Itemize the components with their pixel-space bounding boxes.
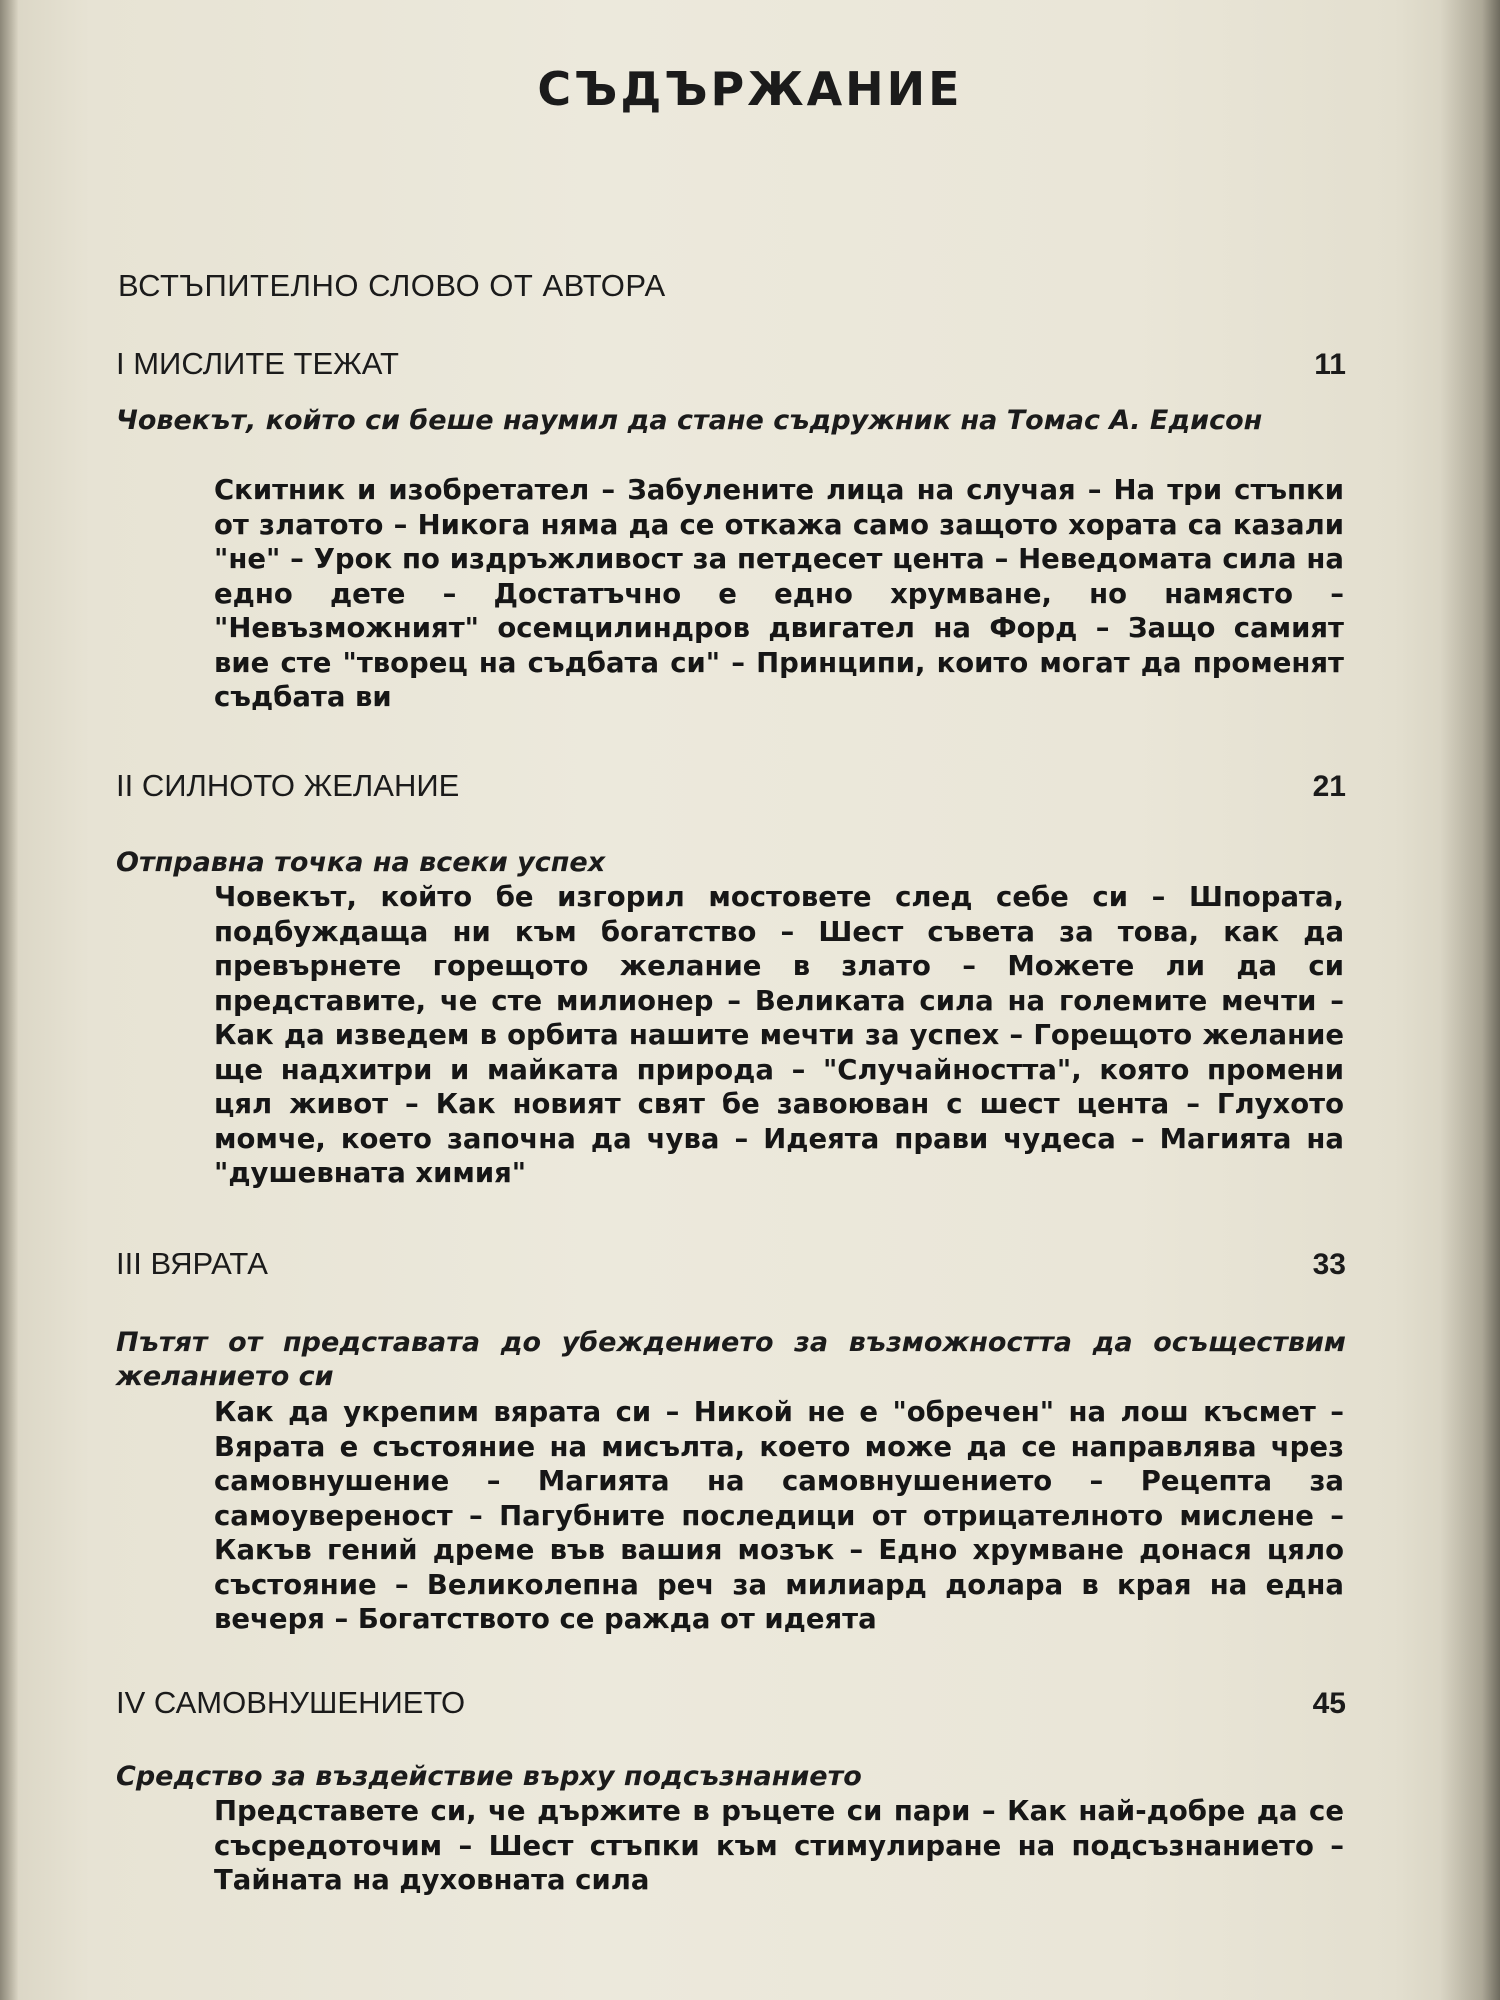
chapter-2-subtitle: Отправна точка на всеки успех (116, 847, 606, 878)
chapter-4-title: IV САМОВНУШЕНИЕТО (116, 1685, 466, 1720)
chapter-4-page-number: 45 (1312, 1687, 1346, 1720)
intro-entry: ВСТЪПИТЕЛНО СЛОВО ОТ АВТОРА (118, 268, 666, 303)
chapter-3-subtitle: Пътят от представата до убеждението за възможността да осъществим желанието си (116, 1327, 1346, 1392)
chapter-1-page-number: 11 (1314, 348, 1346, 381)
chapter-4-topics: Представете си, че държите в ръцете си пари – Как най-добре да се съсредоточим – Шест стъпки към стимулиране на подсъзнанието – Тайната на духовната сила (214, 1795, 1344, 1896)
chapter-1-heading-row (116, 346, 1346, 382)
page-title: СЪДЪРЖАНИЕ (537, 62, 963, 116)
chapter-2-topics: Човекът, който бе изгорил мостовете след себе си – Шпората, подбуждаща ни към богатство – Шест съвета за това, как да превърнете горещото желание в злато – Можете ли да си представите, че сте милионер – Великата сила на големите мечти – Как да изведем в орбита нашите мечти за успех – Горещото желание ще надхитри и майката природа – "Случайността", която промени цял живот – Как новият свят бе завоюван с шест цента – Глухото момче, което започна да чува – Идеята прави чудеса – Магията на "душевната химия" (214, 881, 1344, 1189)
chapter-2-page-number: 21 (1312, 770, 1346, 803)
page-curl-shadow (1440, 0, 1500, 2000)
chapter-1-topics: Скитник и изобретател – Забулените лица на случая – На три стъпки от златото – Никога няма да се откажа само защото хората са казали "не" – Урок по издръжливост за петдесет цента – Неведомата сила на едно дете – Достатъчно е едно хрумване, но намясто – "Невъзможният" осемцилиндров двигател на Форд – Защо самият вие сте "творец на съдбата си" – Принципи, които могат да променят съдбата ви (214, 474, 1344, 713)
chapter-3-title: III ВЯРАТА (116, 1246, 268, 1281)
chapter-4-heading-row (116, 1685, 1346, 1721)
chapter-2-title: II СИЛНОТО ЖЕЛАНИЕ (116, 768, 460, 803)
chapter-3-page-number: 33 (1312, 1248, 1346, 1281)
page-binding-edge (0, 0, 18, 2000)
chapter-1-subtitle: Човекът, който си беше наумил да стане съдружник на Томас А. Едисон (116, 405, 1263, 436)
chapter-1-title: I МИСЛИТЕ ТЕЖАТ (116, 346, 399, 381)
chapter-3-topics: Как да укрепим вярата си – Никой не е "обречен" на лош късмет – Вярата е състояние на мисълта, което може да се направлява чрез самовнушение – Магията на самовнушението – Рецепта за самоувереност – Пагубните последици от отрицателното мислене – Какъв гений дреме във вашия мозък – Едно хрумване донася цяло състояние – Великолепна реч за милиард долара в края на една вечеря – Богатството се ражда от идеята (214, 1396, 1344, 1635)
chapter-4-subtitle: Средство за въздействие върху подсъзнанието (116, 1761, 862, 1792)
chapter-2-heading-row (116, 768, 1346, 804)
chapter-3-heading-row (116, 1246, 1346, 1282)
